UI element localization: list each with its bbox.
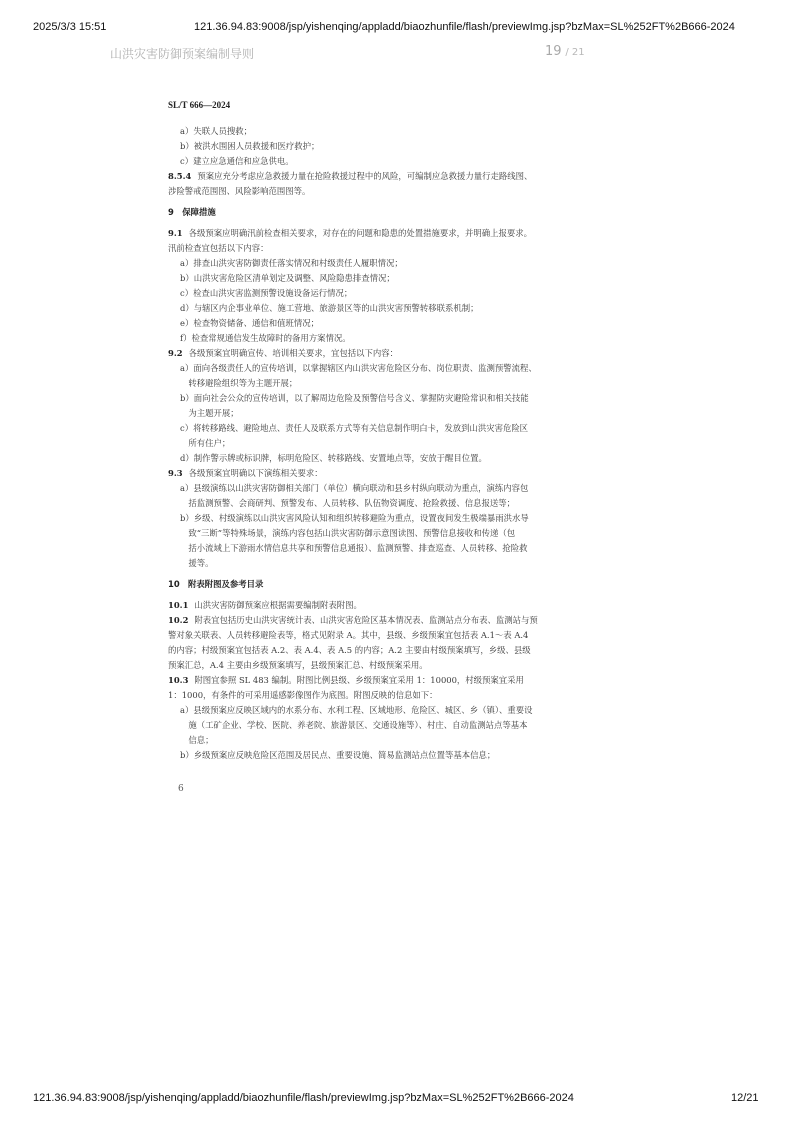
line-text: 援等。: [180, 558, 214, 568]
viewer-toolbar: [0, 40, 793, 66]
text-line: [168, 376, 623, 391]
print-footer: [0, 1092, 793, 1112]
line-text: a）排查山洪灾害防御责任落实情况和村级责任人履职情况；: [180, 258, 403, 268]
line-text: 为主题开展；: [180, 408, 239, 418]
text-line: [168, 748, 623, 763]
line-text: 附图宜参照 SL 483 编制。附图比例县级、乡级预案宜采用 1：10000，村级预案宜采用: [194, 675, 524, 685]
line-text: a）面向各级责任人的宣传培训，以掌握辖区内山洪灾害危险区分布、岗位职责、监测预警流程、: [180, 363, 537, 373]
text-line: [168, 451, 623, 466]
line-text: b）面向社会公众的宣传培训，以了解周边危险及预警信号含义、掌握防灾避险常识和相关技能: [180, 393, 529, 403]
line-text: a）失联人员搜救；: [180, 126, 252, 136]
line-text: a）县级演练以山洪灾害防御相关部门（单位）横向联动和县乡村纵向联动为重点，演练内容包: [180, 483, 529, 493]
text-line: [168, 496, 623, 511]
footer-url: 121.36.94.83:9008/jsp/yishenqing/appladd/biaozhunfile/flash/previewImg.jsp?bzMax=SL%252FT%2B666-2024: [33, 1092, 574, 1104]
line-text: 转移避险组织等为主题开展；: [180, 378, 298, 388]
text-line: [168, 139, 623, 154]
text-line: [168, 718, 623, 733]
line-text: d）制作警示牌或标识牌，标明危险区、转移路线、安置地点等，安放于醒目位置。: [180, 453, 487, 463]
line-text: 致“三断”等特殊场景，演练内容包括山洪灾害防御示意图读图、预警信息接收和传递（包: [180, 528, 516, 538]
text-line: [168, 436, 623, 451]
line-text: 汛前检查宜包括以下内容：: [168, 243, 269, 253]
text-line: [168, 316, 623, 331]
line-text: 括小流域上下游雨水情信息共享和预警信息通报）、监测预警、排查巡查、人员转移、抢险救: [180, 543, 528, 553]
line-text: 1：1000，有条件的可采用遥感影像图作为底图。附图反映的信息如下：: [168, 690, 438, 700]
text-line: [168, 256, 623, 271]
text-line: [168, 688, 623, 703]
line-text: b）乡级、村级演练以山洪灾害风险认知和组织转移避险为重点，设置夜间发生极端暴雨洪水导: [180, 513, 529, 523]
text-line: [168, 733, 623, 748]
line-text: 各级预案应明确汛前检查相关要求，对存在的问题和隐患的处置措施要求，并明确上报要求。: [188, 228, 532, 238]
line-text: 信息；: [180, 735, 214, 745]
text-line: [168, 184, 623, 199]
text-line: [168, 526, 623, 541]
print-timestamp: 2025/3/3 15:51: [33, 21, 107, 33]
line-text: 的内容；村级预案宜包括表 A.2、表 A.4、表 A.5 的内容；A.2 主要由村级预案填写，乡级、县级: [168, 645, 531, 655]
text-line: [168, 301, 623, 316]
line-text: c）建立应急通信和应急供电。: [180, 156, 294, 166]
line-text: d）与辖区内企事业单位、施工营地、旅游景区等的山洪灾害预警转移联系机制；: [180, 303, 479, 313]
clause-number: 9.3: [168, 468, 183, 478]
line-text: 警对象关联表、人员转移避险表等，格式见附录 A。其中，县级、乡级预案宜包括表 A.1～表 A.4: [168, 630, 529, 640]
text-line: [168, 361, 623, 376]
text-line: [168, 331, 623, 346]
text-line: [168, 628, 623, 643]
line-text: 10 附表附图及参考目录: [168, 579, 264, 589]
line-text: 各级预案宜明确宣传、培训相关要求，宜包括以下内容：: [188, 348, 398, 358]
line-text: 涉险警戒范围图、风险影响范围图等。: [168, 186, 311, 196]
clause-number: 8.5.4: [168, 171, 192, 181]
clause-number: 10.3: [168, 675, 189, 685]
text-line: [168, 286, 623, 301]
section-heading: [168, 577, 623, 592]
text-line: [168, 598, 623, 613]
text-line: [168, 511, 623, 526]
text-line: [168, 673, 623, 688]
clause-number: 10.2: [168, 615, 189, 625]
text-line: [168, 703, 623, 718]
text-line: [168, 346, 623, 361]
line-text: 附表宜包括历史山洪灾害统计表、山洪灾害危险区基本情况表、监测站点分布表、监测站与预: [194, 615, 538, 625]
line-text: c）检查山洪灾害监测预警设施设备运行情况；: [180, 288, 353, 298]
text-line: [168, 391, 623, 406]
text-line: [168, 169, 623, 184]
text-line: [168, 658, 623, 673]
line-text: 山洪灾害防御预案应根据需要编制附表附图。: [194, 600, 362, 610]
document-body: [168, 124, 623, 763]
total-pages: / 21: [565, 47, 585, 58]
line-text: e）检查物资储备、通信和值班情况；: [180, 318, 319, 328]
page-number: 6: [178, 784, 184, 794]
text-line: [168, 124, 623, 139]
document-page: [160, 92, 630, 802]
text-line: [168, 154, 623, 169]
text-line: [168, 613, 623, 628]
line-text: 各级预案宜明确以下演练相关要求：: [188, 468, 323, 478]
document-title: 山洪灾害防御预案编制导则: [110, 47, 255, 61]
page-indicator: [545, 44, 585, 59]
line-text: a）县级预案应反映区域内的水系分布、水利工程、区域地形、危险区、城区、乡（镇）、重要设: [180, 705, 533, 715]
line-text: b）山洪灾害危险区清单划定及调整、风险隐患排查情况；: [180, 273, 395, 283]
footer-page-counter: 12/21: [731, 1092, 759, 1104]
text-line: [168, 406, 623, 421]
text-line: [168, 271, 623, 286]
clause-number: 9.1: [168, 228, 183, 238]
line-text: 施（工矿企业、学校、医院、养老院、旅游景区、交通设施等）、村庄、自动监测站点等基本: [180, 720, 528, 730]
line-text: 预案汇总，A.4 主要由乡级预案填写，县级预案汇总、村级预案采用。: [168, 660, 428, 670]
line-text: b）被洪水围困人员救援和医疗救护；: [180, 141, 320, 151]
line-text: b）乡级预案应反映危险区范围及居民点、重要设施、简易监测站点位置等基本信息；: [180, 750, 496, 760]
line-text: 预案应充分考虑应急救援力量在抢险救援过程中的风险，可编制应急救援力量行走路线图、: [197, 171, 533, 181]
clause-number: 9.2: [168, 348, 183, 358]
clause-number: 10.1: [168, 600, 189, 610]
standard-number: SL/T 666—2024: [168, 100, 231, 110]
line-text: c）将转移路线、避险地点、责任人及联系方式等有关信息制作明白卡，发放到山洪灾害危险区: [180, 423, 529, 433]
text-line: [168, 556, 623, 571]
line-text: 括监测预警、会商研判、预警发布、人员转移、队伍物资调度、抢险救援、信息报送等；: [180, 498, 515, 508]
line-text: 9 保障措施: [168, 207, 216, 217]
current-page: 19: [545, 44, 562, 59]
print-url: 121.36.94.83:9008/jsp/yishenqing/appladd/biaozhunfile/flash/previewImg.jsp?bzMax=SL%252FT%2B666-2024: [194, 21, 735, 33]
text-line: [168, 226, 623, 241]
text-line: [168, 481, 623, 496]
text-line: [168, 466, 623, 481]
text-line: [168, 541, 623, 556]
text-line: [168, 421, 623, 436]
section-heading: [168, 205, 623, 220]
text-line: [168, 241, 623, 256]
line-text: f）检查常规通信发生故障时的备用方案情况。: [180, 333, 351, 343]
line-text: 所有住户；: [180, 438, 231, 448]
text-line: [168, 643, 623, 658]
print-header: [0, 0, 793, 40]
